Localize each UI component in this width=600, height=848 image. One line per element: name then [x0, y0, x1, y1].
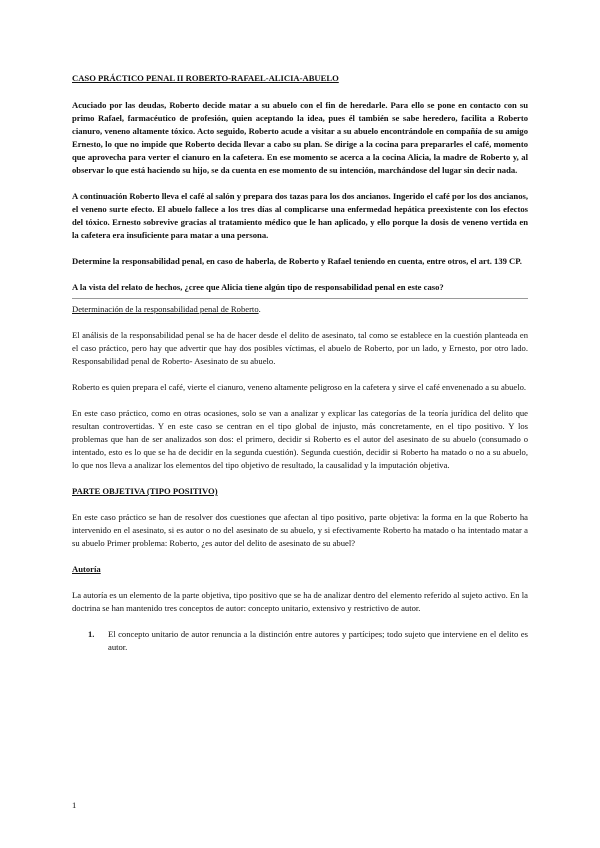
list-item	[72, 628, 528, 654]
case-paragraph-2: A continuación Roberto lleva el café al salón y prepara dos tazas para los dos ancianos. Ingerido el café por los dos ancianos, el veneno surte efecto. El abuelo fallece a los tres días al complicarse una enfermedad hepática preexistente con los efectos del tóxico. Ernesto sobrevive gracias al tratamiento médico que le han aplicado, y ello porque la dosis de veneno vertida en la cafetera era insuficiente para matar a una persona.	[72, 191, 528, 240]
question-1: Determine la responsabilidad penal, en caso de haberla, de Roberto y Rafael teniendo en cuenta, entre otros, el art. 139 CP.	[72, 256, 522, 266]
parte-objetiva-heading: PARTE OBJETIVA (TIPO POSITIVO)	[72, 486, 218, 496]
section-heading-text: Determinación de la responsabilidad penal de Roberto	[72, 304, 259, 314]
case-title: CASO PRÁCTICO PENAL II ROBERTO-RAFAEL-ALICIA-ABUELO	[72, 73, 339, 83]
question-2: A la vista del relato de hechos, ¿cree que Alicia tiene algún tipo de responsabilidad penal en este caso?	[72, 282, 444, 292]
list-item-number: 1.	[88, 629, 95, 639]
page-number: 1	[72, 800, 77, 810]
document-page	[72, 72, 528, 654]
autoria-paragraph: La autoría es un elemento de la parte objetiva, tipo positivo que se ha de analizar dentro del elemento referido al sujeto activo. En la doctrina se han mantenido tres conceptos de autor: concepto unitario, extensivo y restrictivo de autor.	[72, 590, 528, 613]
parte-objetiva-paragraph: En este caso práctico se han de resolver dos cuestiones que afectan al tipo positivo, parte objetiva: la forma en la que Roberto ha intervenido en el asesinato, si es autor o no del asesinato de su abuelo, y si efectivamente Roberto ha matado o ha intentado matar a su abuelo Primer problema: Roberto, ¿es autor del delito de asesinato de su abuel?	[72, 512, 528, 548]
section-heading	[72, 303, 528, 316]
body-paragraph-1: El análisis de la responsabilidad penal se ha de hacer desde el delito de asesinato, tal como se establece en la cuestión planteada en el caso práctico, pero hay que advertir que hay dos posibles víctimas, el abuelo de Roberto, por un lado, y Ernesto, por otro lado. Responsabilidad penal de Roberto- Asesinato de su abuelo.	[72, 330, 528, 366]
case-paragraph-1: Acuciado por las deudas, Roberto decide matar a su abuelo con el fin de heredarle. Para ello se pone en contacto con su primo Rafael, farmacéutico de profesión, quien aceptando la idea, pues él también se sabe heredero, facilita a Roberto cianuro, veneno altamente tóxico. Acto seguido, Roberto acude a visitar a su abuelo encontrándole en compañía de su amigo Ernesto, lo que no impide que Roberto decida llevar a cabo su plan. Se dirige a la cocina para prepararles el café, momento que aprovecha para verter el cianuro en la cafetera. En ese momento se acerca a la cocina Alicia, la madre de Roberto y, al observar lo que está haciendo su hijo, se da cuenta en ese momento de su intención, marchándose del lugar sin decir nada.	[72, 100, 528, 175]
body-paragraph-3: En este caso práctico, como en otras ocasiones, solo se van a analizar y explicar las categorías de la teoría jurídica del delito que resultan controvertidas. Y en este caso se centran en el tipo global de injusto, más concretamente, en el tipo positivo. Y los problemas que han de ser analizados son dos: el primero, decidir si Roberto es el autor del asesinato de su abuelo (consumado o intentado, esto es lo que se ha de decidir en la segunda cuestión). Segunda cuestión, decidir si Roberto ha matado o no a su abuelo, lo que nos lleva a analizar los elementos del tipo objetivo de resultado, la causalidad y la imputación objetiva.	[72, 408, 528, 470]
list-item-text: El concepto unitario de autor renuncia a la distinción entre autores y partícipes; todo sujeto que interviene en el delito es autor.	[108, 629, 528, 652]
autoria-heading: Autoría	[72, 564, 101, 574]
body-paragraph-2: Roberto es quien prepara el café, vierte el cianuro, veneno altamente peligroso en la cafetera y sirve el café envenenado a su abuelo.	[72, 382, 527, 392]
section-heading-suffix: .	[258, 304, 261, 314]
